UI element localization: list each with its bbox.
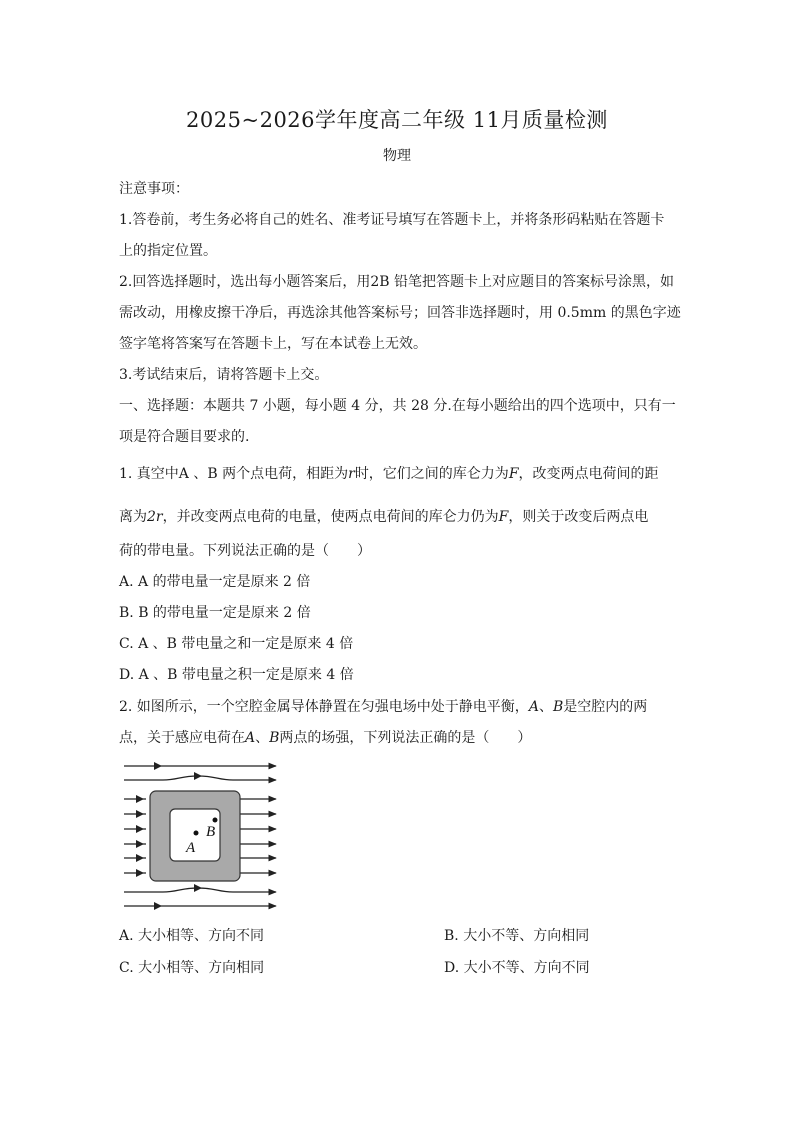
q1-text: ，改变两点电荷间的距 <box>518 466 659 482</box>
q1-var-2r: 2r <box>147 509 163 525</box>
arrow-head-icon <box>136 840 144 848</box>
q2-text: 是空腔内的两 <box>563 699 648 715</box>
subject-label: 物理 <box>383 148 411 164</box>
arrow-head-icon <box>154 762 162 770</box>
question-2-line-2 <box>119 727 531 747</box>
q1-option-c: C. A 、B 带电量之和一定是原来 4 倍 <box>119 636 354 652</box>
exam-title: 2025~2026学年度高二年级 11月质量检测 <box>186 108 608 132</box>
q2-point-a: A <box>528 699 539 715</box>
arrow-head-icon <box>194 772 202 780</box>
q2-text: 、 <box>538 699 553 715</box>
q2-point-a: A <box>245 730 256 746</box>
arrow-head-icon <box>136 795 144 803</box>
q1-text: 1. 真空中A 、B 两个点电荷，相距为 <box>119 466 349 482</box>
q2-point-b: B <box>269 730 280 746</box>
question-2-line-1 <box>119 696 647 716</box>
notice-line: 需改动，用橡皮擦干净后，再选涂其他答案标号；回答非选择题时，用 0.5mm 的黑色字迹 <box>119 305 681 321</box>
arrow-head-icon <box>136 810 144 818</box>
q2-text: 2. 如图所示，一个空腔金属导体静置在匀强电场中处于静电平衡， <box>119 699 529 715</box>
q1-var-f: F <box>508 466 519 482</box>
question-1-line-3: 荷的带电量。下列说法正确的是（ ） <box>119 543 371 559</box>
q2-text: 点，关于感应电荷在 <box>119 730 245 746</box>
point-b-label: B <box>206 824 216 840</box>
q1-option-a: A. A 的带电量一定是原来 2 倍 <box>119 574 311 590</box>
q1-option-d: D. A 、B 带电量之积一定是原来 4 倍 <box>119 667 354 683</box>
point-a-dot <box>194 831 199 836</box>
q2-text: 、 <box>255 730 270 746</box>
arrow-head-icon <box>136 869 144 877</box>
electric-field-figure <box>118 758 282 914</box>
notice-line: 签字笔将答案写在答题卡上，写在本试卷上无效。 <box>119 336 427 352</box>
notice-line: 上的指定位置。 <box>119 243 217 259</box>
arrow-head-icon <box>154 902 162 910</box>
arrow-head-icon <box>136 825 144 833</box>
notice-line: 2.回答选择题时，选出每小题答案后，用2B 铅笔把答题卡上对应题目的答案标号涂黑，如 <box>119 274 675 290</box>
section-heading: 一、选择题：本题共 7 小题，每小题 4 分，共 28 分.在每小题给出的四个选项中，只有一 <box>119 398 676 414</box>
q2-option-a: A. 大小相等、方向不同 <box>119 928 265 944</box>
question-1-line-2 <box>119 506 648 526</box>
notice-line: 3.考试结束后，请将答题卡上交。 <box>119 367 329 383</box>
q2-text: 两点的场强，下列说法正确的是（ ） <box>279 730 532 746</box>
arrow-head-icon <box>194 884 202 892</box>
notice-heading: 注意事项： <box>119 181 189 197</box>
section-heading-cont: 项是符合题目要求的. <box>119 429 250 445</box>
arrow-head-icon <box>136 854 144 862</box>
q2-point-b: B <box>552 699 564 715</box>
q1-var-f: F <box>498 509 509 525</box>
point-b-dot <box>213 818 218 823</box>
q2-option-c: C. 大小相等、方向相同 <box>119 960 265 976</box>
q1-option-b: B. B 的带电量一定是原来 2 倍 <box>119 605 311 621</box>
question-1-line-1 <box>119 463 659 483</box>
q1-text: ，则关于改变后两点电 <box>508 509 649 525</box>
q1-text: 离为 <box>119 509 147 525</box>
point-a-label: A <box>186 840 196 856</box>
q1-text: 时，它们之间的库仑力为 <box>354 466 509 482</box>
notice-line: 1.答卷前，考生务必将自己的姓名、准考证号填写在答题卡上，并将条形码粘贴在答题卡 <box>119 212 665 228</box>
q2-option-b: B. 大小不等、方向相同 <box>444 928 590 944</box>
q2-option-d: D. 大小不等、方向不同 <box>444 960 590 976</box>
q1-text: ，并改变两点电荷的电量，使两点电荷间的库仑力仍为 <box>162 509 499 525</box>
q1-var-r: r <box>348 466 355 482</box>
